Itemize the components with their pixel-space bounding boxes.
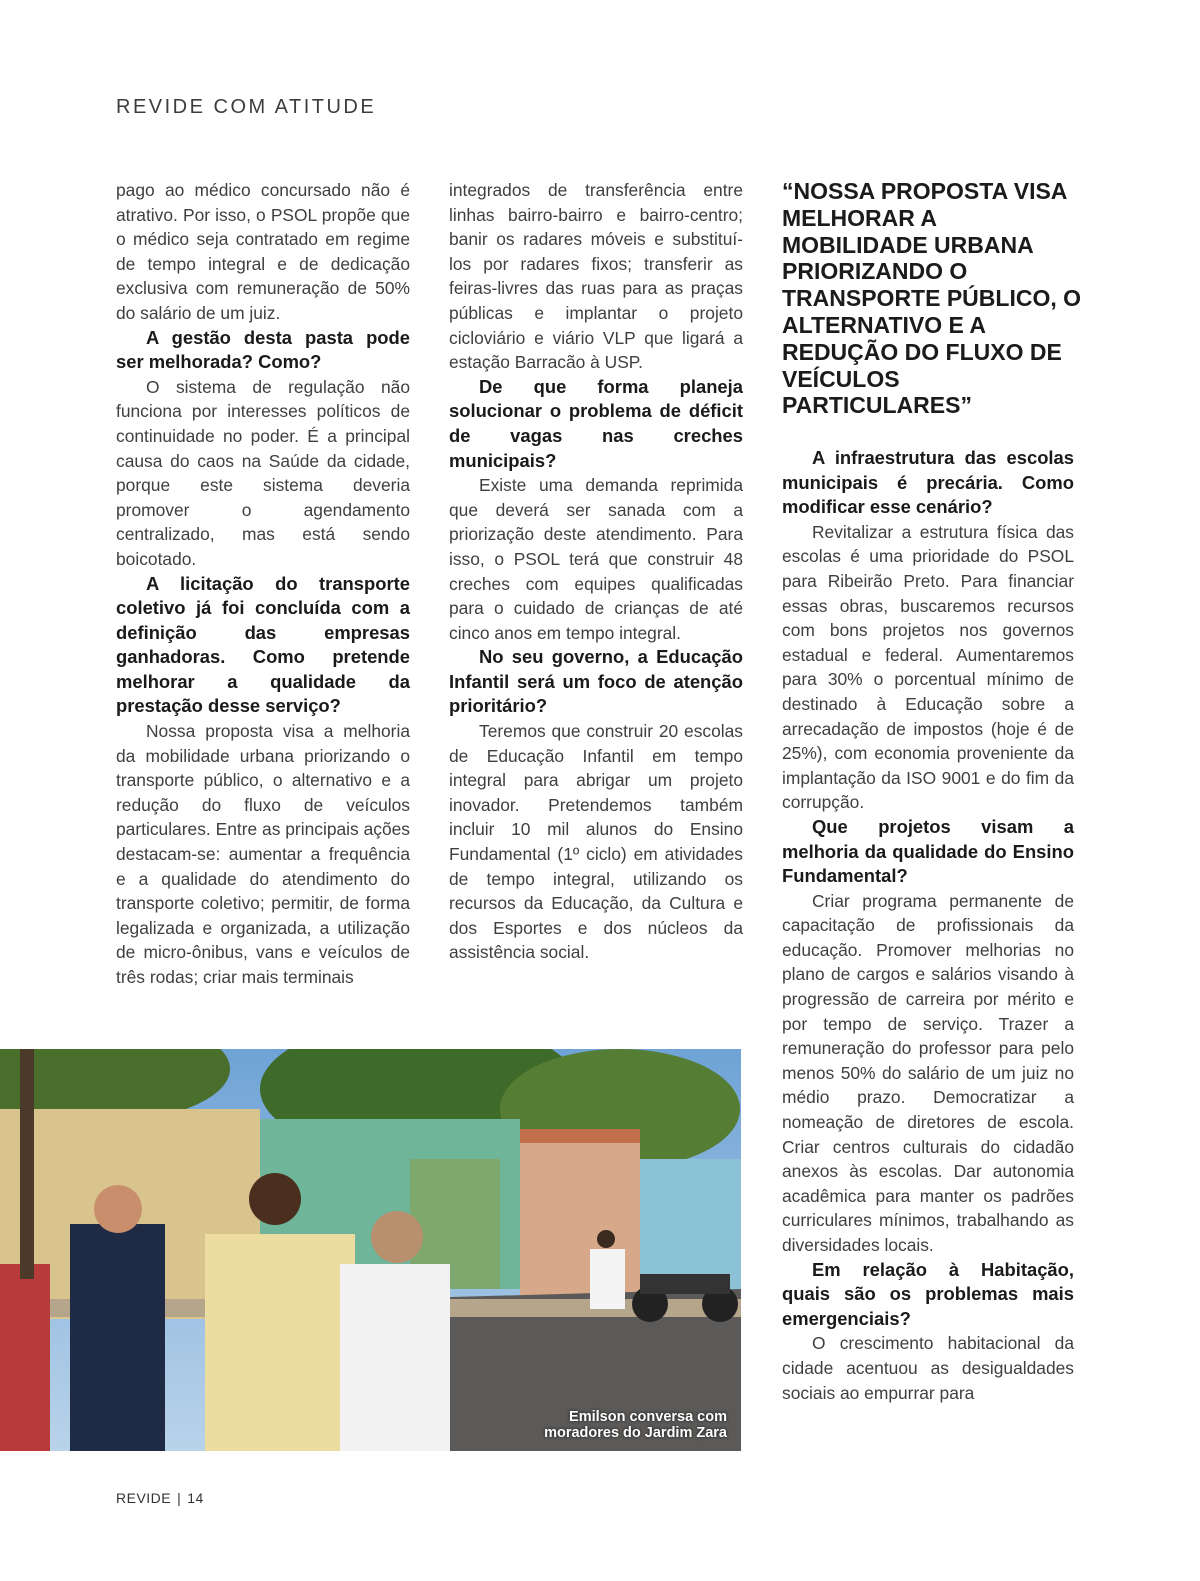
interview-answer: Teremos que construir 20 escolas de Educação Infantil em tempo integral para abrigar um projeto inovador. Pretendemos também incluir 10 mil alunos do Ensino Fundamental (1º ciclo) em atividades de tempo integral, utilizando os recursos da Educação, da Cultura e dos Esportes e dos núcleos da assistência social.: [449, 721, 743, 963]
article-column-3: [782, 446, 1074, 1405]
interview-answer: Criar programa permanente de capacitação de profissionais da educação. Promover melhorias no plano de cargos e salários visando à progressão de carreira por mérito e por tempo de serviço. Trazer a remuneração do professor para pelo menos 50% do salário de um juiz no médio prazo. Democratizar a nomeação de diretores de escola. Criar centros culturais do cidadão anexos às escolas. Dar autonomia acadêmica para manter os padrões curriculares mínimos, trabalhando as diversidades locais.: [782, 890, 1074, 1255]
interview-answer: Revitalizar a estrutura física das escolas é uma prioridade do PSOL para Ribeirão Preto. Para financiar essas obras, buscaremos recursos com bons projetos nos governos estadual e federal. Aumentaremos para 30% o porcentual mínimo de destinado à Educação sobre a arrecadação de impostos (hoje é de 25%), com economia proveniente da implantação da ISO 9001 e do fim da corrupção.: [782, 521, 1074, 813]
footer-separator: |: [177, 1490, 182, 1506]
article-column-2: [449, 178, 743, 965]
interview-answer: O sistema de regulação não funciona por interesses políticos de continuidade no poder. É a principal causa do caos na Saúde da cidade, porque este sistema deveria promover o agendamento centralizado, mas está sendo boicotado.: [116, 376, 410, 569]
paragraph: integrados de transferência entre linhas bairro-bairro e bairro-centro; banir os radares móveis e substituí-los por radares fixos; transferir as feiras-livres das ruas para as praças públicas e implantar o projeto cicloviário e viário VLP que ligará a estação Barracão à USP.: [449, 180, 743, 373]
interview-answer: Existe uma demanda reprimida que deverá ser sanada com a priorização deste atendimento. Para isso, o PSOL terá que construir 48 creches com equipes qualificadas para o cuidado de crianças de até cinco anos em tempo integral.: [449, 475, 743, 643]
interview-question: A gestão desta pasta pode ser melhorada? Como?: [116, 326, 410, 373]
interview-answer: O crescimento habitacional da cidade acentuou as desigualdades sociais ao empurrar para: [782, 1333, 1074, 1403]
page-number: 14: [187, 1490, 204, 1506]
pull-quote: “NOSSA PROPOSTA VISA MELHORAR A MOBILIDADE URBANA PRIORIZANDO O TRANSPORTE PÚBLICO, O ALTERNATIVO E A REDUÇÃO DO FLUXO DE VEÍCULOS PARTICULARES”: [782, 178, 1082, 419]
caption-line: moradores do Jardim Zara: [544, 1425, 727, 1441]
magazine-name: REVIDE: [116, 1490, 172, 1506]
interview-question: De que forma planeja solucionar o problema de déficit de vagas nas creches municipais?: [449, 375, 743, 471]
street-scene-illustration: [0, 1049, 741, 1451]
interview-question: A licitação do transporte coletivo já foi concluída com a definição das empresas ganhadoras. Como pretende melhorar a qualidade da prestação desse serviço?: [116, 572, 410, 717]
street-photo: [0, 1049, 741, 1451]
interview-question: A infraestrutura das escolas municipais é precária. Como modificar esse cenário?: [782, 447, 1074, 518]
photo-caption: [544, 1409, 727, 1441]
interview-answer: Nossa proposta visa a melhoria da mobilidade urbana priorizando o transporte público, o alternativo e a redução do fluxo de veículos particulares. Entre as principais ações destacam-se: aumentar a frequência e a qualidade do atendimento do transporte coletivo; permitir, de forma legalizada e organizada, a utilização de micro-ônibus, vans e veículos de três rodas; criar mais terminais: [116, 721, 410, 987]
caption-line: Emilson conversa com: [569, 1409, 727, 1425]
section-header: REVIDE COM ATITUDE: [116, 96, 377, 118]
interview-question: Em relação à Habitação, quais são os problemas mais emergenciais?: [782, 1258, 1074, 1329]
page-footer: [116, 1490, 204, 1506]
paragraph: pago ao médico concursado não é atrativo. Por isso, o PSOL propõe que o médico seja contratado em regime de tempo integral e de dedicação exclusiva com remuneração de 50% do salário de um juiz.: [116, 180, 410, 323]
interview-question: Que projetos visam a melhoria da qualidade do Ensino Fundamental?: [782, 815, 1074, 887]
article-column-1: [116, 178, 410, 990]
interview-question: No seu governo, a Educação Infantil será um foco de atenção prioritário?: [449, 646, 743, 717]
